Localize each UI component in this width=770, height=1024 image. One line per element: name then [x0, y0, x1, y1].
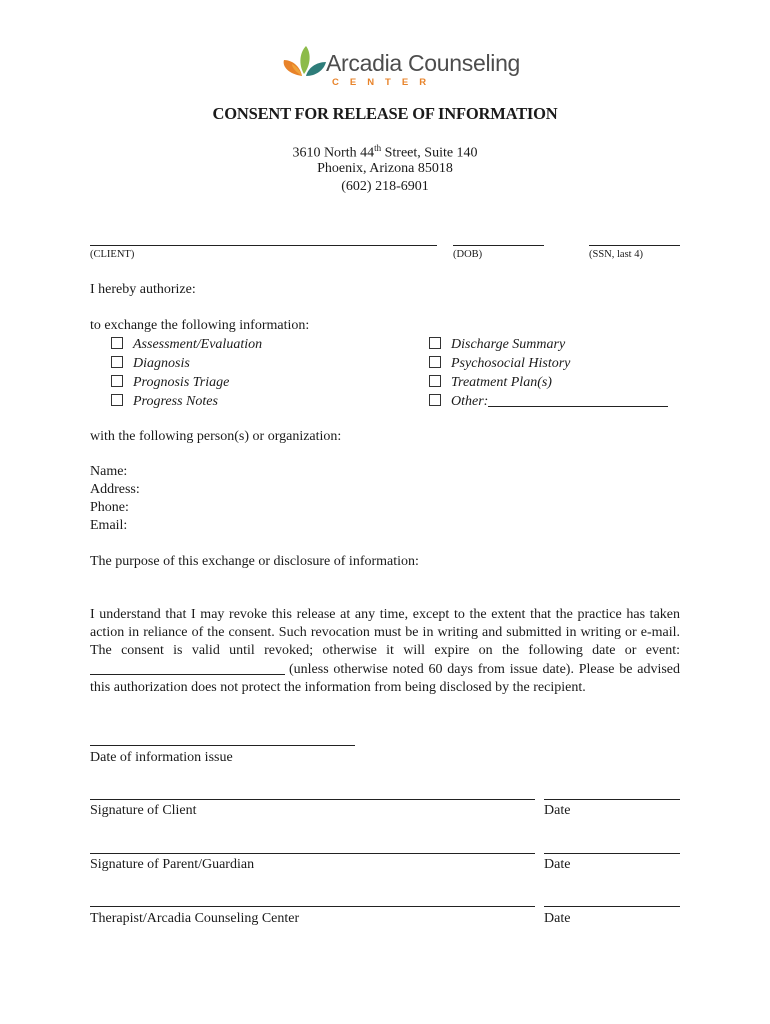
checkbox-assessment[interactable]: Assessment/Evaluation — [111, 337, 262, 353]
ssn-label: (SSN, last 4) — [589, 249, 643, 260]
recipient-name-label: Name: — [90, 464, 128, 479]
logo-name: Arcadia Counseling — [326, 50, 521, 76]
guardian-date-line[interactable] — [544, 853, 680, 854]
client-line[interactable] — [90, 245, 437, 246]
checkbox-icon[interactable] — [429, 337, 441, 349]
therapist-date-line[interactable] — [544, 906, 680, 907]
ssn-line[interactable] — [589, 245, 680, 246]
checkbox-other[interactable]: Other: — [429, 394, 668, 410]
checkbox-treatment-plan[interactable]: Treatment Plan(s) — [429, 375, 552, 391]
guardian-signature-label: Signature of Parent/Guardian — [90, 857, 255, 872]
checkbox-icon[interactable] — [111, 356, 123, 368]
checkbox-prognosis[interactable]: Prognosis Triage — [111, 375, 229, 391]
checkbox-icon[interactable] — [429, 394, 441, 406]
checkbox-discharge[interactable]: Discharge Summary — [429, 337, 565, 353]
recipient-address-label: Address: — [90, 482, 140, 497]
page-title: CONSENT FOR RELEASE OF INFORMATION — [212, 104, 558, 123]
checkbox-icon[interactable] — [429, 356, 441, 368]
therapist-signature-label: Therapist/Arcadia Counseling Center — [90, 911, 300, 926]
checkbox-diagnosis[interactable]: Diagnosis — [111, 356, 190, 372]
guardian-signature-line[interactable] — [90, 853, 535, 854]
issue-date-line[interactable] — [90, 745, 355, 746]
expiration-date-line[interactable] — [90, 662, 285, 675]
phone-number: (602) 218-6901 — [341, 179, 429, 194]
recipient-phone-label: Phone: — [90, 500, 129, 515]
logo-subtitle: CENTER — [332, 77, 438, 88]
revocation-paragraph: I understand that I may revoke this release at any time, except to the extent that the practice has taken action in reliance of the consent. Such revocation must be in writing and submitted in writing or e-mail. The consent is valid until revoked; otherwise it will expire on the following date or event: (unless otherwise noted 60 days from issue date). Please be advised this authorization does not protect the information from being disclosed by the recipient. — [90, 607, 680, 695]
dob-label: (DOB) — [453, 249, 483, 260]
checkbox-icon[interactable] — [429, 375, 441, 387]
checkbox-icon[interactable] — [111, 337, 123, 349]
dob-line[interactable] — [453, 245, 544, 246]
therapist-signature-line[interactable] — [90, 906, 535, 907]
issue-date-label: Date of information issue — [90, 750, 233, 765]
guardian-date-label: Date — [544, 857, 571, 872]
client-label: (CLIENT) — [90, 249, 135, 260]
therapist-date-label: Date — [544, 911, 571, 926]
authorize-text: I hereby authorize: — [90, 282, 196, 297]
leaf-logo-icon — [282, 44, 328, 80]
checkbox-icon[interactable] — [111, 394, 123, 406]
client-signature-label: Signature of Client — [90, 803, 197, 818]
address-city: Phoenix, Arizona 85018 — [317, 161, 453, 176]
exchange-text: to exchange the following information: — [90, 318, 310, 333]
logo — [282, 44, 521, 90]
address-street: 3610 North 44th Street, Suite 140 — [292, 143, 478, 161]
client-date-label: Date — [544, 803, 571, 818]
with-text: with the following person(s) or organization: — [90, 429, 342, 444]
client-date-line[interactable] — [544, 799, 680, 800]
other-line[interactable] — [488, 394, 668, 407]
client-signature-line[interactable] — [90, 799, 535, 800]
checkbox-psychosocial[interactable]: Psychosocial History — [429, 356, 570, 372]
checkbox-icon[interactable] — [111, 375, 123, 387]
checkbox-progress-notes[interactable]: Progress Notes — [111, 394, 218, 410]
purpose-text: The purpose of this exchange or disclosure of information: — [90, 554, 419, 569]
recipient-email-label: Email: — [90, 518, 128, 533]
